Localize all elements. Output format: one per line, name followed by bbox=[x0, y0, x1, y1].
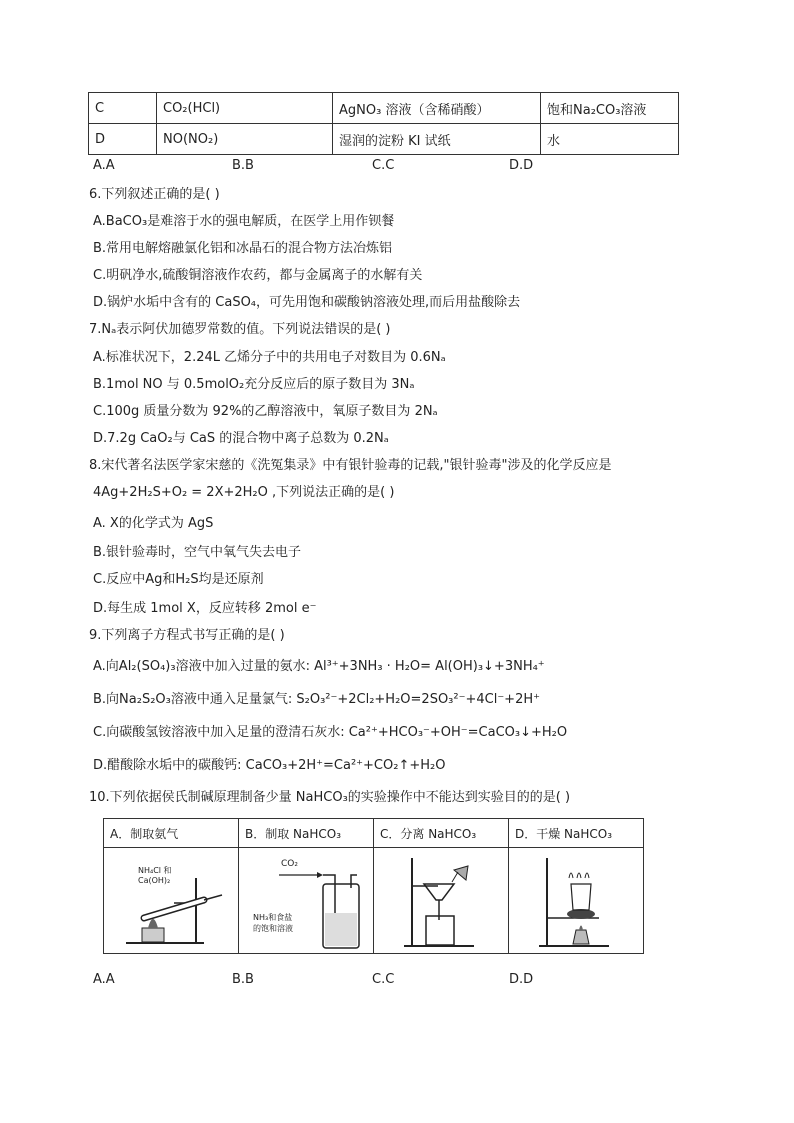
q6-stem: 6.下列叙述正确的是( ) bbox=[89, 187, 220, 202]
q8-option-d[interactable]: D.每生成 1mol X，反应转移 2mol e⁻ bbox=[93, 601, 317, 616]
q6-option-b[interactable]: B.常用电解熔融氯化铝和冰晶石的混合物方法冶炼铝 bbox=[93, 241, 393, 256]
apparatus-table bbox=[103, 818, 644, 954]
apparatus-d bbox=[509, 848, 644, 954]
answer-option-d[interactable]: D.D bbox=[509, 158, 534, 173]
mixture-cell: CO₂(HCl) bbox=[157, 93, 333, 124]
answer-option-c[interactable]: C.C bbox=[372, 158, 395, 173]
answer-option-b[interactable]: B.B bbox=[232, 972, 254, 987]
table-row bbox=[89, 93, 679, 124]
q6-option-a[interactable]: A.BaCO₃是难溶于水的强电解质，在医学上用作钡餐 bbox=[93, 214, 395, 229]
answer-option-a[interactable]: A.A bbox=[93, 972, 115, 987]
b-gas-label: CO₂ bbox=[281, 859, 298, 869]
header-d: D．干燥 NaHCO₃ bbox=[509, 819, 644, 848]
filtration-setup-icon bbox=[374, 848, 508, 953]
answer-option-c[interactable]: C.C bbox=[372, 972, 395, 987]
header-c: C．分离 NaHCO₃ bbox=[374, 819, 509, 848]
q6-option-d[interactable]: D.锅炉水垢中含有的 CaSO₄，可先用饱和碳酸钠溶液处理,而后用盐酸除去 bbox=[93, 295, 521, 310]
table-row bbox=[104, 848, 644, 954]
q7-option-a[interactable]: A.标准状况下，2.24L 乙烯分子中的共用电子对数目为 0.6Nₐ bbox=[93, 350, 446, 365]
table-row bbox=[104, 819, 644, 848]
b-solution-label-2: 的饱和溶液 bbox=[253, 924, 293, 933]
q7-option-b[interactable]: B.1mol NO 与 0.5molO₂充分反应后的原子数目为 3Nₐ bbox=[93, 377, 415, 392]
mixture-cell: NO(NO₂) bbox=[157, 124, 333, 155]
a-reagent-label-1: NH₄Cl 和 bbox=[138, 866, 172, 875]
q7-option-c[interactable]: C.100g 质量分数为 92%的乙醇溶液中，氧原子数目为 2Nₐ bbox=[93, 404, 438, 419]
q8-option-b[interactable]: B.银针验毒时，空气中氧气失去电子 bbox=[93, 545, 302, 560]
b-solution-label-1: NH₃和食盐 bbox=[253, 913, 293, 922]
q8-stem-line1: 8.宋代著名法医学家宋慈的《洗冤集录》中有银针验毒的记载,"银针验毒"涉及的化学反应是 bbox=[89, 458, 612, 473]
reagent-cell: 湿润的淀粉 KI 试纸 bbox=[333, 124, 541, 155]
reagent-table bbox=[88, 92, 679, 155]
q6-option-c[interactable]: C.明矾净水,硫酸铜溶液作农药，都与金属离子的水解有关 bbox=[93, 268, 423, 283]
apparatus-a bbox=[104, 848, 239, 954]
answer-option-d[interactable]: D.D bbox=[509, 972, 534, 987]
apparatus-b bbox=[239, 848, 374, 954]
header-b: B．制取 NaHCO₃ bbox=[239, 819, 374, 848]
reagent-cell: AgNO₃ 溶液（含稀硝酸） bbox=[333, 93, 541, 124]
q7-option-d[interactable]: D.7.2g CaO₂与 CaS 的混合物中离子总数为 0.2Nₐ bbox=[93, 431, 389, 446]
header-a: A．制取氨气 bbox=[104, 819, 239, 848]
drying-setup-icon bbox=[509, 848, 643, 953]
bicarbonate-bottle-icon bbox=[239, 848, 373, 953]
apparatus-c bbox=[374, 848, 509, 954]
a-reagent-label-2: Ca(OH)₂ bbox=[138, 876, 171, 885]
q9-option-d[interactable]: D.醋酸除水垢中的碳酸钙: CaCO₃+2H⁺=Ca²⁺+CO₂↑+H₂O bbox=[93, 758, 446, 773]
q9-option-a[interactable]: A.向Al₂(SO₄)₃溶液中加入过量的氨水: Al³⁺+3NH₃ · H₂O= Al(OH)₃↓+3NH₄⁺ bbox=[93, 659, 545, 674]
row-label: D bbox=[89, 124, 157, 155]
q9-stem: 9.下列离子方程式书写正确的是( ) bbox=[89, 628, 285, 643]
method-cell: 饱和Na₂CO₃溶液 bbox=[541, 93, 679, 124]
q8-option-a[interactable]: A. X的化学式为 AgS bbox=[93, 516, 214, 531]
q8-option-c[interactable]: C.反应中Ag和H₂S均是还原剂 bbox=[93, 572, 264, 587]
ammonia-setup-icon bbox=[104, 848, 238, 953]
answer-option-b[interactable]: B.B bbox=[232, 158, 254, 173]
q7-stem: 7.Nₐ表示阿伏加德罗常数的值。下列说法错误的是( ) bbox=[89, 322, 391, 337]
row-label: C bbox=[89, 93, 157, 124]
q9-option-c[interactable]: C.向碳酸氢铵溶液中加入足量的澄清石灰水: Ca²⁺+HCO₃⁻+OH⁻=CaCO₃↓+H₂O bbox=[93, 725, 568, 740]
answer-option-a[interactable]: A.A bbox=[93, 158, 115, 173]
q10-stem: 10.下列依据侯氏制碱原理制备少量 NaHCO₃的实验操作中不能达到实验目的的是( ) bbox=[89, 790, 571, 805]
method-cell: 水 bbox=[541, 124, 679, 155]
table-row bbox=[89, 124, 679, 155]
q9-option-b[interactable]: B.向Na₂S₂O₃溶液中通入足量氯气: S₂O₃²⁻+2Cl₂+H₂O=2SO₃²⁻+4Cl⁻+2H⁺ bbox=[93, 692, 540, 707]
q8-stem-line2: 4Ag+2H₂S+O₂ = 2X+2H₂O ,下列说法正确的是( ) bbox=[93, 485, 395, 500]
